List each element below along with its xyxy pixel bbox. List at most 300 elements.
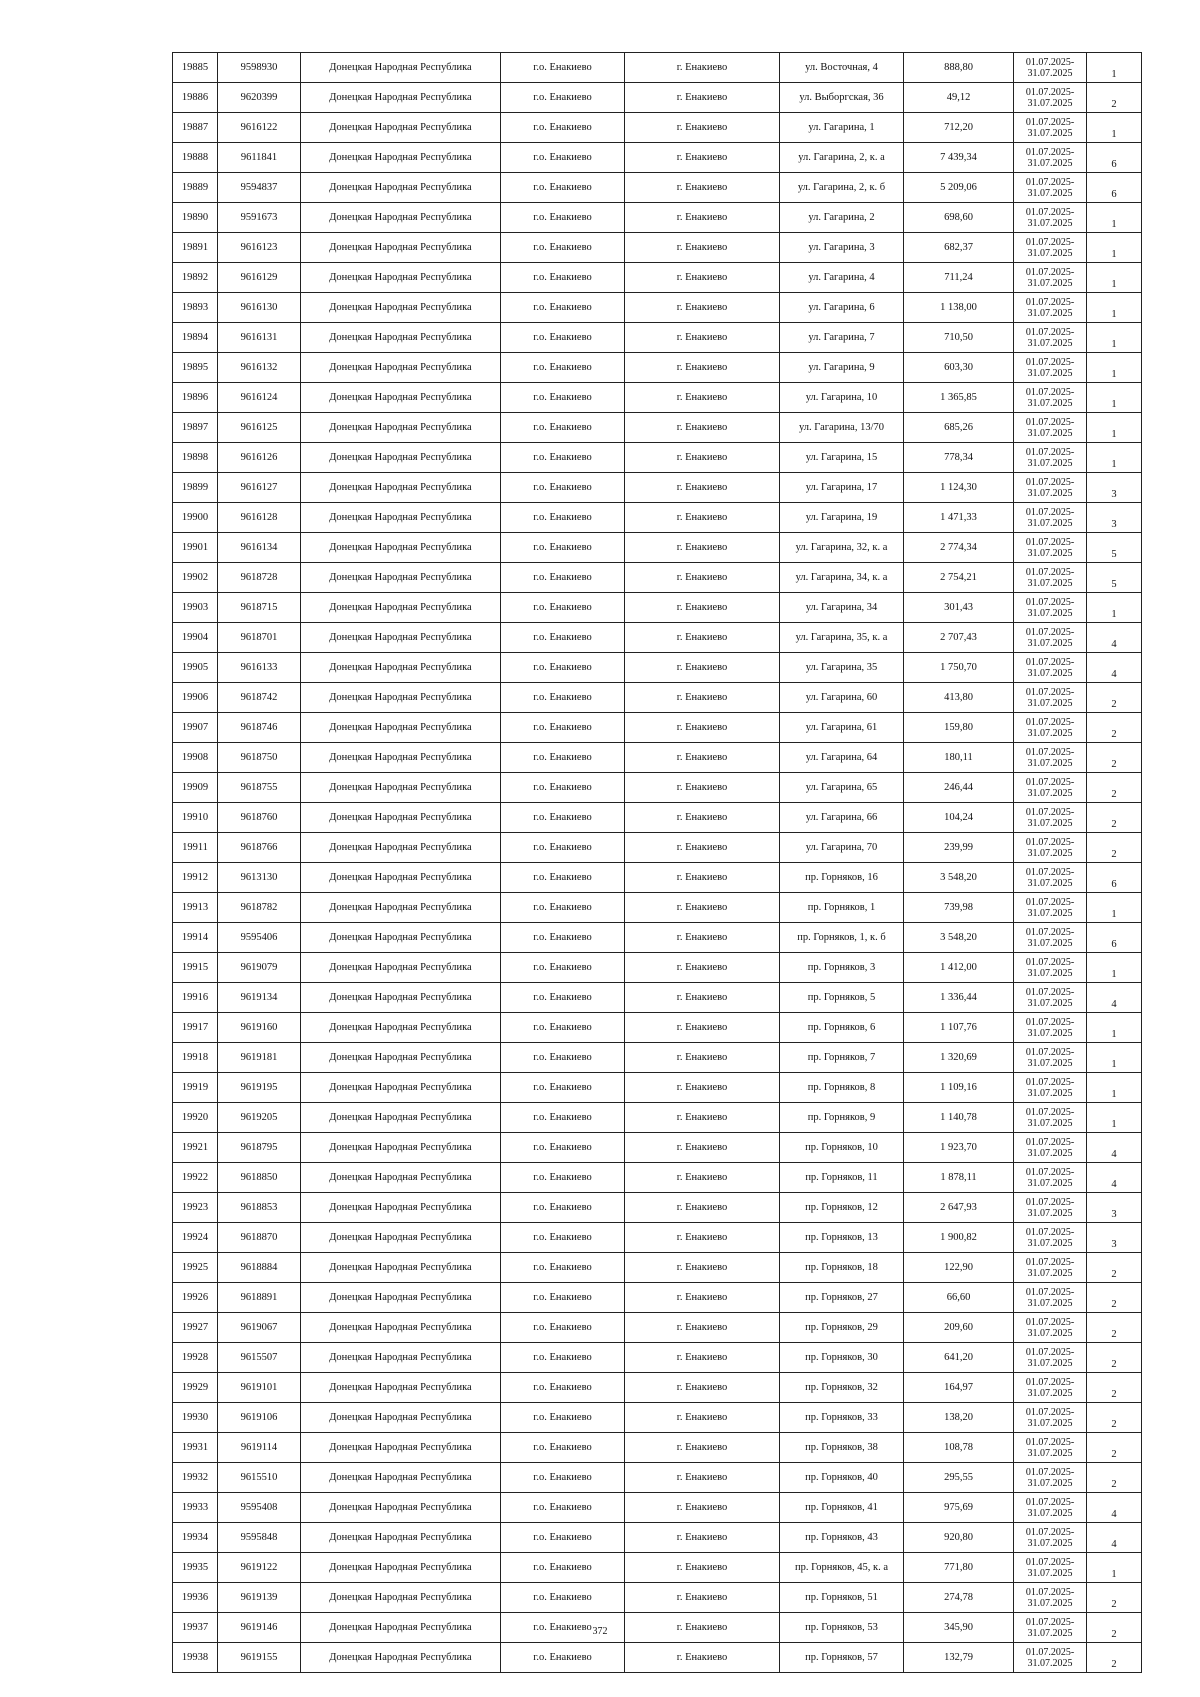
period-cell (1014, 1433, 1087, 1463)
address-cell: пр. Горняков, 18 (780, 1253, 904, 1283)
row-number-cell: 19889 (173, 173, 218, 203)
district-cell: г.о. Енакиево (501, 413, 625, 443)
address-cell: ул. Гагарина, 60 (780, 683, 904, 713)
address-cell: пр. Горняков, 11 (780, 1163, 904, 1193)
region-cell: Донецкая Народная Республика (301, 1013, 501, 1043)
period-end: 31.07.2025 (1027, 1657, 1073, 1669)
area-cell: 49,12 (904, 83, 1014, 113)
period-end: 31.07.2025 (1027, 487, 1073, 499)
period-start: 01.07.2025- (1025, 986, 1075, 998)
period-end: 31.07.2025 (1027, 1477, 1073, 1489)
object-id-cell: 9616127 (218, 473, 301, 503)
row-number-cell: 19912 (173, 863, 218, 893)
period-start: 01.07.2025- (1025, 866, 1075, 878)
district-cell: г.о. Енакиево (501, 1553, 625, 1583)
address-cell: пр. Горняков, 3 (780, 953, 904, 983)
district-cell: г.о. Енакиево (501, 953, 625, 983)
table-body (173, 53, 1142, 1673)
period-start: 01.07.2025- (1025, 1106, 1075, 1118)
district-cell: г.о. Енакиево (501, 1073, 625, 1103)
count-cell: 1 (1087, 1103, 1142, 1133)
region-cell: Донецкая Народная Республика (301, 1613, 501, 1643)
district-cell: г.о. Енакиево (501, 593, 625, 623)
period-end: 31.07.2025 (1027, 817, 1073, 829)
period-cell (1014, 1493, 1087, 1523)
count-cell: 1 (1087, 383, 1142, 413)
region-cell: Донецкая Народная Республика (301, 143, 501, 173)
period-cell (1014, 773, 1087, 803)
table-row (173, 803, 1142, 833)
period-end: 31.07.2025 (1027, 997, 1073, 1009)
row-number-cell: 19926 (173, 1283, 218, 1313)
period-end: 31.07.2025 (1027, 787, 1073, 799)
table-row (173, 143, 1142, 173)
period-cell (1014, 653, 1087, 683)
period-start: 01.07.2025- (1025, 1136, 1075, 1148)
city-cell: г. Енакиево (625, 1253, 780, 1283)
period-start: 01.07.2025- (1025, 1046, 1075, 1058)
data-table (172, 52, 1142, 1673)
city-cell: г. Енакиево (625, 53, 780, 83)
count-cell: 2 (1087, 803, 1142, 833)
period-start: 01.07.2025- (1025, 116, 1075, 128)
address-cell: пр. Горняков, 1, к. б (780, 923, 904, 953)
district-cell: г.о. Енакиево (501, 1283, 625, 1313)
object-id-cell: 9619101 (218, 1373, 301, 1403)
city-cell: г. Енакиево (625, 1283, 780, 1313)
region-cell: Донецкая Народная Республика (301, 293, 501, 323)
table-row (173, 203, 1142, 233)
period-cell (1014, 923, 1087, 953)
row-number-cell: 19935 (173, 1553, 218, 1583)
area-cell: 66,60 (904, 1283, 1014, 1313)
count-cell: 1 (1087, 323, 1142, 353)
period-cell (1014, 623, 1087, 653)
area-cell: 345,90 (904, 1613, 1014, 1643)
count-cell: 3 (1087, 503, 1142, 533)
row-number-cell: 19898 (173, 443, 218, 473)
period-start: 01.07.2025- (1025, 326, 1075, 338)
address-cell: ул. Восточная, 4 (780, 53, 904, 83)
count-cell: 2 (1087, 1313, 1142, 1343)
period-cell (1014, 1133, 1087, 1163)
period-start: 01.07.2025- (1025, 566, 1075, 578)
object-id-cell: 9618850 (218, 1163, 301, 1193)
period-start: 01.07.2025- (1025, 596, 1075, 608)
count-cell: 2 (1087, 1613, 1142, 1643)
address-cell: пр. Горняков, 51 (780, 1583, 904, 1613)
address-cell: пр. Горняков, 8 (780, 1073, 904, 1103)
region-cell: Донецкая Народная Республика (301, 1553, 501, 1583)
address-cell: ул. Гагарина, 6 (780, 293, 904, 323)
count-cell: 1 (1087, 953, 1142, 983)
period-start: 01.07.2025- (1025, 1076, 1075, 1088)
region-cell: Донецкая Народная Республика (301, 1643, 501, 1673)
object-id-cell: 9616126 (218, 443, 301, 473)
district-cell: г.о. Енакиево (501, 1433, 625, 1463)
row-number-cell: 19915 (173, 953, 218, 983)
area-cell: 711,24 (904, 263, 1014, 293)
period-end: 31.07.2025 (1027, 1027, 1073, 1039)
table-row (173, 323, 1142, 353)
area-cell: 1 365,85 (904, 383, 1014, 413)
table-row (173, 1403, 1142, 1433)
table-row (173, 683, 1142, 713)
period-start: 01.07.2025- (1025, 506, 1075, 518)
count-cell: 4 (1087, 983, 1142, 1013)
district-cell: г.о. Енакиево (501, 293, 625, 323)
period-start: 01.07.2025- (1025, 626, 1075, 638)
count-cell: 3 (1087, 1193, 1142, 1223)
area-cell: 2 754,21 (904, 563, 1014, 593)
table-row (173, 263, 1142, 293)
city-cell: г. Енакиево (625, 713, 780, 743)
table-row (173, 623, 1142, 653)
object-id-cell: 9616124 (218, 383, 301, 413)
period-end: 31.07.2025 (1027, 427, 1073, 439)
district-cell: г.о. Енакиево (501, 1343, 625, 1373)
table-row (173, 1133, 1142, 1163)
row-number-cell: 19914 (173, 923, 218, 953)
region-cell: Донецкая Народная Республика (301, 1373, 501, 1403)
period-end: 31.07.2025 (1027, 727, 1073, 739)
count-cell: 2 (1087, 1583, 1142, 1613)
district-cell: г.о. Енакиево (501, 1403, 625, 1433)
region-cell: Донецкая Народная Республика (301, 1343, 501, 1373)
period-cell (1014, 533, 1087, 563)
city-cell: г. Енакиево (625, 83, 780, 113)
object-id-cell: 9619134 (218, 983, 301, 1013)
area-cell: 739,98 (904, 893, 1014, 923)
address-cell: ул. Гагарина, 4 (780, 263, 904, 293)
period-start: 01.07.2025- (1025, 1256, 1075, 1268)
area-cell: 685,26 (904, 413, 1014, 443)
count-cell: 4 (1087, 653, 1142, 683)
region-cell: Донецкая Народная Республика (301, 1283, 501, 1313)
object-id-cell: 9618884 (218, 1253, 301, 1283)
period-start: 01.07.2025- (1025, 1166, 1075, 1178)
district-cell: г.о. Енакиево (501, 323, 625, 353)
address-cell: пр. Горняков, 12 (780, 1193, 904, 1223)
table-row (173, 593, 1142, 623)
area-cell: 301,43 (904, 593, 1014, 623)
table-row (173, 1013, 1142, 1043)
city-cell: г. Енакиево (625, 1433, 780, 1463)
city-cell: г. Енакиево (625, 293, 780, 323)
address-cell: пр. Горняков, 33 (780, 1403, 904, 1433)
row-number-cell: 19900 (173, 503, 218, 533)
count-cell: 1 (1087, 1073, 1142, 1103)
period-start: 01.07.2025- (1025, 956, 1075, 968)
row-number-cell: 19936 (173, 1583, 218, 1613)
period-cell (1014, 1553, 1087, 1583)
address-cell: пр. Горняков, 13 (780, 1223, 904, 1253)
row-number-cell: 19911 (173, 833, 218, 863)
object-id-cell: 9618750 (218, 743, 301, 773)
row-number-cell: 19895 (173, 353, 218, 383)
city-cell: г. Енакиево (625, 623, 780, 653)
object-id-cell: 9619106 (218, 1403, 301, 1433)
period-cell (1014, 413, 1087, 443)
area-cell: 1 140,78 (904, 1103, 1014, 1133)
table-row (173, 953, 1142, 983)
count-cell: 2 (1087, 713, 1142, 743)
area-cell: 778,34 (904, 443, 1014, 473)
table-row (173, 1373, 1142, 1403)
object-id-cell: 9616133 (218, 653, 301, 683)
district-cell: г.о. Енакиево (501, 233, 625, 263)
area-cell: 164,97 (904, 1373, 1014, 1403)
region-cell: Донецкая Народная Республика (301, 1403, 501, 1433)
period-cell (1014, 203, 1087, 233)
table-row (173, 1583, 1142, 1613)
district-cell: г.о. Енакиево (501, 1253, 625, 1283)
row-number-cell: 19921 (173, 1133, 218, 1163)
period-cell (1014, 1643, 1087, 1673)
row-number-cell: 19931 (173, 1433, 218, 1463)
period-cell (1014, 893, 1087, 923)
row-number-cell: 19885 (173, 53, 218, 83)
region-cell: Донецкая Народная Республика (301, 1313, 501, 1343)
period-cell (1014, 1073, 1087, 1103)
object-id-cell: 9618853 (218, 1193, 301, 1223)
period-start: 01.07.2025- (1025, 386, 1075, 398)
table-row (173, 1313, 1142, 1343)
period-cell (1014, 233, 1087, 263)
object-id-cell: 9618795 (218, 1133, 301, 1163)
object-id-cell: 9619122 (218, 1553, 301, 1583)
period-start: 01.07.2025- (1025, 1016, 1075, 1028)
period-start: 01.07.2025- (1025, 146, 1075, 158)
address-cell: ул. Гагарина, 1 (780, 113, 904, 143)
district-cell: г.о. Енакиево (501, 563, 625, 593)
address-cell: пр. Горняков, 32 (780, 1373, 904, 1403)
period-cell (1014, 353, 1087, 383)
period-end: 31.07.2025 (1027, 367, 1073, 379)
period-cell (1014, 323, 1087, 353)
table-row (173, 983, 1142, 1013)
row-number-cell: 19901 (173, 533, 218, 563)
period-end: 31.07.2025 (1027, 577, 1073, 589)
period-start: 01.07.2025- (1025, 1286, 1075, 1298)
table-row (173, 1523, 1142, 1553)
period-cell (1014, 1403, 1087, 1433)
period-end: 31.07.2025 (1027, 937, 1073, 949)
row-number-cell: 19929 (173, 1373, 218, 1403)
period-end: 31.07.2025 (1027, 277, 1073, 289)
count-cell: 1 (1087, 413, 1142, 443)
address-cell: ул. Выборгская, 36 (780, 83, 904, 113)
period-cell (1014, 1253, 1087, 1283)
city-cell: г. Енакиево (625, 143, 780, 173)
period-start: 01.07.2025- (1025, 1376, 1075, 1388)
table-row (173, 1163, 1142, 1193)
period-end: 31.07.2025 (1027, 547, 1073, 559)
count-cell: 1 (1087, 443, 1142, 473)
period-start: 01.07.2025- (1025, 656, 1075, 668)
district-cell: г.о. Енакиево (501, 1013, 625, 1043)
district-cell: г.о. Енакиево (501, 83, 625, 113)
row-number-cell: 19933 (173, 1493, 218, 1523)
period-cell (1014, 593, 1087, 623)
period-cell (1014, 443, 1087, 473)
object-id-cell: 9618760 (218, 803, 301, 833)
address-cell: ул. Гагарина, 13/70 (780, 413, 904, 443)
period-cell (1014, 1583, 1087, 1613)
period-cell (1014, 1193, 1087, 1223)
row-number-cell: 19924 (173, 1223, 218, 1253)
row-number-cell: 19907 (173, 713, 218, 743)
period-end: 31.07.2025 (1027, 217, 1073, 229)
period-cell (1014, 473, 1087, 503)
period-cell (1014, 563, 1087, 593)
period-end: 31.07.2025 (1027, 637, 1073, 649)
period-cell (1014, 1043, 1087, 1073)
region-cell: Донецкая Народная Республика (301, 533, 501, 563)
district-cell: г.о. Енакиево (501, 353, 625, 383)
city-cell: г. Енакиево (625, 1613, 780, 1643)
period-cell (1014, 983, 1087, 1013)
district-cell: г.о. Енакиево (501, 1313, 625, 1343)
city-cell: г. Енакиево (625, 953, 780, 983)
city-cell: г. Енакиево (625, 863, 780, 893)
period-cell (1014, 263, 1087, 293)
city-cell: г. Енакиево (625, 683, 780, 713)
period-end: 31.07.2025 (1027, 1537, 1073, 1549)
district-cell: г.о. Енакиево (501, 1613, 625, 1643)
row-number-cell: 19937 (173, 1613, 218, 1643)
period-end: 31.07.2025 (1027, 877, 1073, 889)
count-cell: 1 (1087, 203, 1142, 233)
period-end: 31.07.2025 (1027, 1417, 1073, 1429)
district-cell: г.о. Енакиево (501, 1133, 625, 1163)
address-cell: ул. Гагарина, 70 (780, 833, 904, 863)
object-id-cell: 9619195 (218, 1073, 301, 1103)
table-row (173, 503, 1142, 533)
region-cell: Донецкая Народная Республика (301, 1583, 501, 1613)
address-cell: ул. Гагарина, 2, к. а (780, 143, 904, 173)
area-cell: 1 109,16 (904, 1073, 1014, 1103)
city-cell: г. Енакиево (625, 353, 780, 383)
period-start: 01.07.2025- (1025, 446, 1075, 458)
address-cell: пр. Горняков, 30 (780, 1343, 904, 1373)
row-number-cell: 19896 (173, 383, 218, 413)
region-cell: Донецкая Народная Республика (301, 713, 501, 743)
count-cell: 1 (1087, 233, 1142, 263)
object-id-cell: 9618701 (218, 623, 301, 653)
area-cell: 698,60 (904, 203, 1014, 233)
row-number-cell: 19902 (173, 563, 218, 593)
object-id-cell: 9619114 (218, 1433, 301, 1463)
city-cell: г. Енакиево (625, 533, 780, 563)
area-cell: 1 471,33 (904, 503, 1014, 533)
city-cell: г. Енакиево (625, 263, 780, 293)
period-cell (1014, 503, 1087, 533)
object-id-cell: 9611841 (218, 143, 301, 173)
count-cell: 2 (1087, 683, 1142, 713)
city-cell: г. Енакиево (625, 1523, 780, 1553)
count-cell: 1 (1087, 53, 1142, 83)
count-cell: 4 (1087, 1163, 1142, 1193)
district-cell: г.о. Енакиево (501, 533, 625, 563)
address-cell: пр. Горняков, 41 (780, 1493, 904, 1523)
area-cell: 138,20 (904, 1403, 1014, 1433)
object-id-cell: 9616130 (218, 293, 301, 323)
row-number-cell: 19910 (173, 803, 218, 833)
period-start: 01.07.2025- (1025, 86, 1075, 98)
period-start: 01.07.2025- (1025, 806, 1075, 818)
period-end: 31.07.2025 (1027, 127, 1073, 139)
period-start: 01.07.2025- (1025, 1346, 1075, 1358)
region-cell: Донецкая Народная Республика (301, 443, 501, 473)
count-cell: 1 (1087, 353, 1142, 383)
address-cell: пр. Горняков, 45, к. а (780, 1553, 904, 1583)
period-start: 01.07.2025- (1025, 1586, 1075, 1598)
table-row (173, 1433, 1142, 1463)
table-row (173, 233, 1142, 263)
count-cell: 6 (1087, 143, 1142, 173)
table-row (173, 383, 1142, 413)
object-id-cell: 9618728 (218, 563, 301, 593)
count-cell: 6 (1087, 863, 1142, 893)
region-cell: Донецкая Народная Республика (301, 593, 501, 623)
area-cell: 2 774,34 (904, 533, 1014, 563)
region-cell: Донецкая Народная Республика (301, 503, 501, 533)
period-start: 01.07.2025- (1025, 776, 1075, 788)
object-id-cell: 9595408 (218, 1493, 301, 1523)
district-cell: г.о. Енакиево (501, 713, 625, 743)
city-cell: г. Енакиево (625, 1043, 780, 1073)
row-number-cell: 19913 (173, 893, 218, 923)
table-row (173, 1283, 1142, 1313)
city-cell: г. Енакиево (625, 1013, 780, 1043)
table-row (173, 353, 1142, 383)
area-cell: 1 320,69 (904, 1043, 1014, 1073)
area-cell: 2 707,43 (904, 623, 1014, 653)
city-cell: г. Енакиево (625, 893, 780, 923)
district-cell: г.о. Енакиево (501, 143, 625, 173)
object-id-cell: 9616131 (218, 323, 301, 353)
region-cell: Донецкая Народная Республика (301, 53, 501, 83)
district-cell: г.о. Енакиево (501, 743, 625, 773)
city-cell: г. Енакиево (625, 323, 780, 353)
table-row (173, 83, 1142, 113)
object-id-cell: 9619181 (218, 1043, 301, 1073)
address-cell: пр. Горняков, 7 (780, 1043, 904, 1073)
district-cell: г.о. Енакиево (501, 1643, 625, 1673)
period-start: 01.07.2025- (1025, 746, 1075, 758)
object-id-cell: 9616125 (218, 413, 301, 443)
address-cell: ул. Гагарина, 2 (780, 203, 904, 233)
object-id-cell: 9598930 (218, 53, 301, 83)
city-cell: г. Енакиево (625, 203, 780, 233)
object-id-cell: 9613130 (218, 863, 301, 893)
row-number-cell: 19934 (173, 1523, 218, 1553)
address-cell: ул. Гагарина, 34 (780, 593, 904, 623)
address-cell: ул. Гагарина, 65 (780, 773, 904, 803)
object-id-cell: 9616129 (218, 263, 301, 293)
count-cell: 2 (1087, 1403, 1142, 1433)
count-cell: 3 (1087, 473, 1142, 503)
region-cell: Донецкая Народная Республика (301, 683, 501, 713)
period-cell (1014, 293, 1087, 323)
count-cell: 2 (1087, 1463, 1142, 1493)
region-cell: Донецкая Народная Республика (301, 1193, 501, 1223)
object-id-cell: 9595406 (218, 923, 301, 953)
period-end: 31.07.2025 (1027, 187, 1073, 199)
area-cell: 295,55 (904, 1463, 1014, 1493)
district-cell: г.о. Енакиево (501, 473, 625, 503)
